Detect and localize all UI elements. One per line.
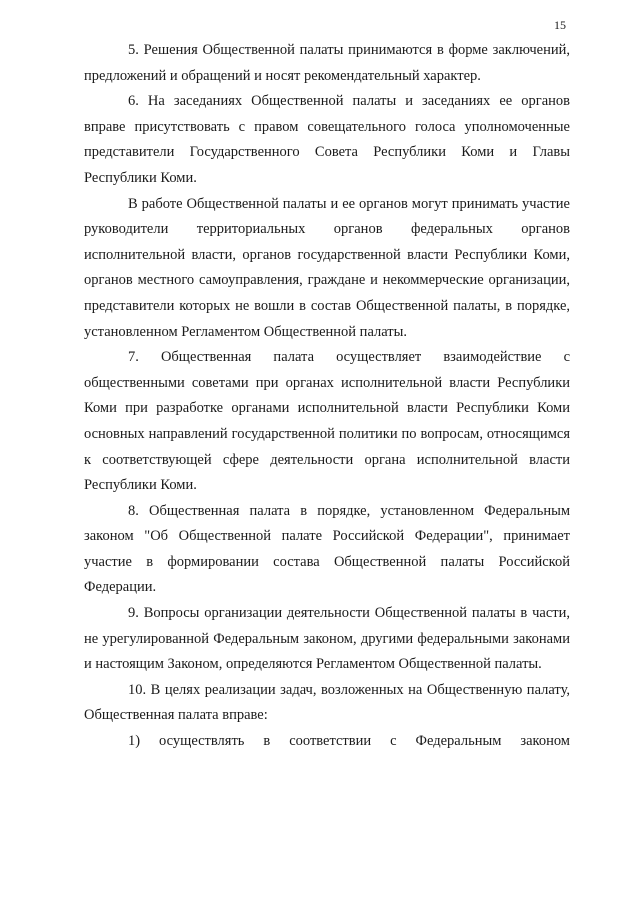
paragraph-item-5: 5. Решения Общественной палаты принимаются в форме заключений, предложений и обращений и носят рекомендательный характер. [84, 42, 570, 84]
paragraph-item-8: 8. Общественная палата в порядке, установленном Федеральным законом "Об Общественной палате Российской Федерации", принимает участие в формировании состава Общественной палаты Российской Федерации. [84, 502, 570, 596]
paragraph-item-7: 7. Общественная палата осуществляет взаимодействие с общественными советами при органах исполнительной власти Республики Коми при разработке органами исполнительной власти Республики Коми основных направлений государственной политики по вопросам, относящимся к соответствующей сфере деятельности органа исполнительной власти Республики Коми. [84, 349, 570, 494]
paragraph-item-6: 6. На заседаниях Общественной палаты и заседаниях ее органов вправе присутствовать с правом совещательного голоса уполномоченные представители Государственного Совета Республики Коми и Главы Республики Коми. [84, 93, 570, 186]
paragraph-subitem-1: 1) осуществлять в соответствии с Федеральным законом [128, 733, 570, 750]
paragraph-item-9: 9. Вопросы организации деятельности Общественной палаты в части, не урегулированной Федеральным законом, другими федеральными законами и настоящим Законом, определяются Регламентом Общественной палаты. [84, 605, 570, 673]
paragraph-participants: В работе Общественной палаты и ее органов могут принимать участие руководители территориальных органов федеральных органов исполнительной власти, органов государственной власти Республики Коми, органов местного самоуправления, граждане и некоммерческие организации, представители которых не вошли в состав Общественной палаты, в порядке, установленном Регламентом Общественной палаты. [84, 195, 570, 340]
page-number: 15 [554, 18, 566, 32]
document-body [84, 38, 570, 755]
paragraph-item-10: 10. В целях реализации задач, возложенных на Общественную палату, Общественная палата вправе: [84, 681, 570, 724]
